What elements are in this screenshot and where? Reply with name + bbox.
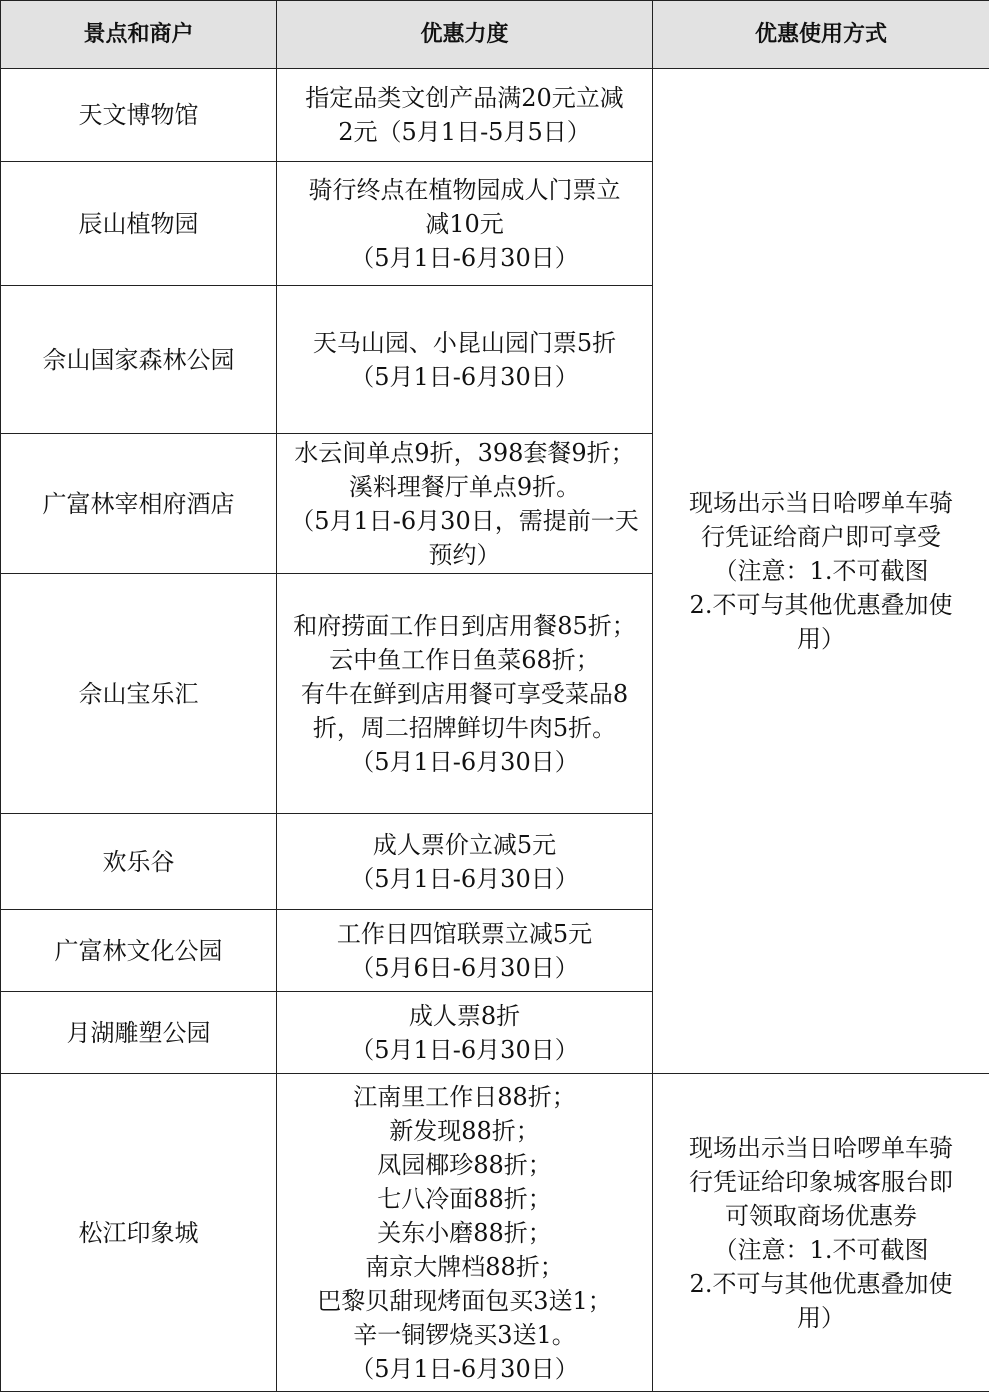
discount-detail: 骑行终点在植物园成人门票立 减10元 （5月1日-6月30日） — [277, 162, 653, 286]
discount-detail: 天马山园、小昆山园门票5折 （5月1日-6月30日） — [277, 286, 653, 434]
discount-detail: 指定品类文创产品满20元立减 2元（5月1日-5月5日） — [277, 69, 653, 162]
header-discount: 优惠力度 — [277, 1, 653, 69]
header-usage-method: 优惠使用方式 — [653, 1, 989, 69]
table-row — [1, 69, 989, 162]
merchant-name: 广富林宰相府酒店 — [1, 434, 277, 574]
table-row — [1, 1074, 989, 1392]
merchant-name: 松江印象城 — [1, 1074, 277, 1392]
usage-method-yinxiang: 现场出示当日哈啰单车骑 行凭证给印象城客服台即 可领取商场优惠券 （注意：1.不可截图 2.不可与其他优惠叠加使 用） — [653, 1074, 989, 1392]
discount-detail: 水云间单点9折，398套餐9折； 溪料理餐厅单点9折。 （5月1日-6月30日，需提前一天 预约） — [277, 434, 653, 574]
merchant-name: 广富林文化公园 — [1, 910, 277, 992]
discount-detail: 江南里工作日88折； 新发现88折； 凤园椰珍88折； 七八冷面88折； 关东小磨88折； 南京大牌档88折； 巴黎贝甜现烤面包买3送1； 辛一铜锣烧买3送1。 （5月1日-6月30日） — [277, 1074, 653, 1392]
usage-method-general: 现场出示当日哈啰单车骑 行凭证给商户即可享受 （注意：1.不可截图 2.不可与其他优惠叠加使 用） — [653, 69, 989, 1074]
table-header-row — [1, 1, 989, 69]
discount-detail: 和府捞面工作日到店用餐85折； 云中鱼工作日鱼菜68折； 有牛在鲜到店用餐可享受菜品8 折，周二招牌鲜切牛肉5折。 （5月1日-6月30日） — [277, 574, 653, 814]
discount-detail: 工作日四馆联票立减5元 （5月6日-6月30日） — [277, 910, 653, 992]
merchant-name: 佘山国家森林公园 — [1, 286, 277, 434]
discount-detail: 成人票价立减5元 （5月1日-6月30日） — [277, 814, 653, 910]
header-merchant: 景点和商户 — [1, 1, 277, 69]
merchant-name: 辰山植物园 — [1, 162, 277, 286]
merchant-name: 欢乐谷 — [1, 814, 277, 910]
merchant-name: 天文博物馆 — [1, 69, 277, 162]
merchant-name: 月湖雕塑公园 — [1, 992, 277, 1074]
discount-detail: 成人票8折 （5月1日-6月30日） — [277, 992, 653, 1074]
merchant-name: 佘山宝乐汇 — [1, 574, 277, 814]
